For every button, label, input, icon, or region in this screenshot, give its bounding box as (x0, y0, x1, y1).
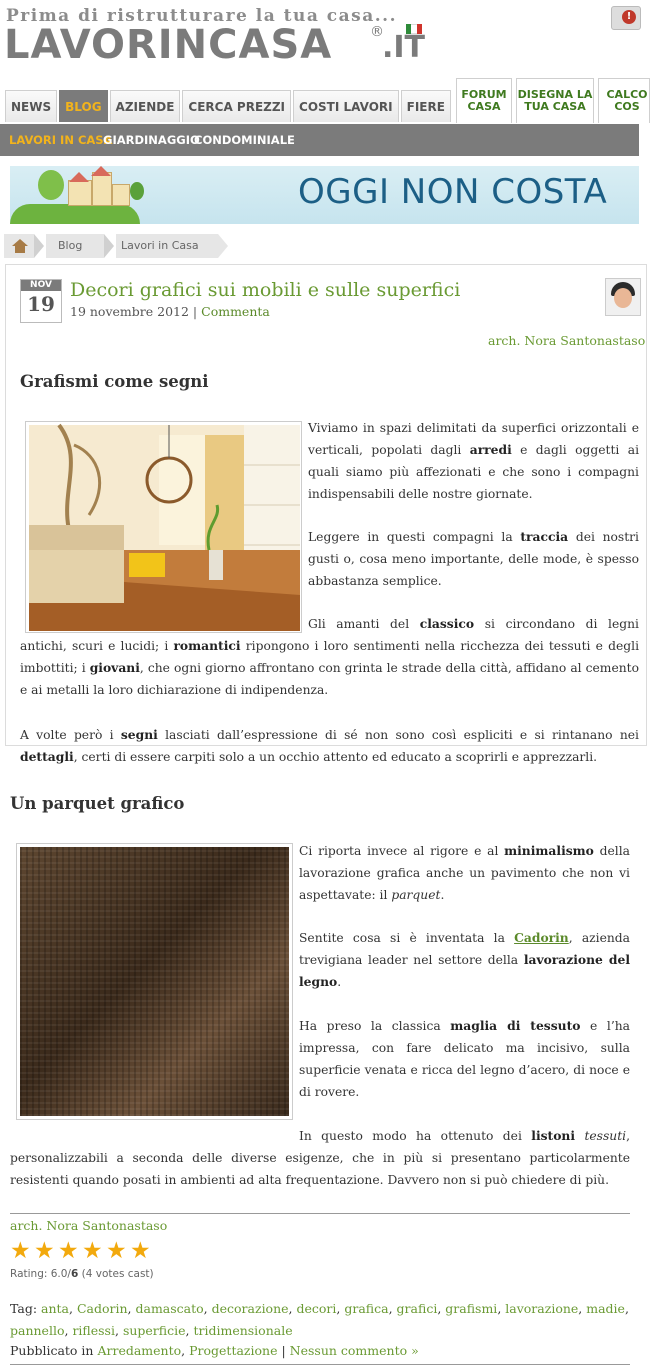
paragraph (299, 927, 630, 993)
tag-link[interactable]: decori (296, 1301, 337, 1316)
text: Sentite cosa si è inventata la (299, 931, 515, 945)
tag-link[interactable]: damascato (135, 1301, 204, 1316)
text: Leggere in questi compagni la (308, 530, 521, 544)
text: Gli amanti del (308, 617, 420, 631)
text: . (440, 888, 445, 902)
banner-roof (69, 172, 89, 182)
rating-text (10, 1268, 154, 1280)
site-header (0, 0, 639, 80)
tab-aziende[interactable]: AZIENDE (110, 90, 181, 122)
tag-link[interactable]: grafismi (445, 1301, 498, 1316)
tag-link[interactable]: tridimensionale (193, 1323, 293, 1338)
breadcrumb (4, 234, 230, 258)
bold-text: maglia di tessuto (450, 1018, 581, 1033)
tab-blog[interactable]: BLOG (59, 90, 107, 122)
post-author[interactable]: arch. Nora Santonastaso (488, 333, 646, 348)
tag-link[interactable]: lavorazione (505, 1301, 579, 1316)
divider (10, 1213, 630, 1214)
notification-button[interactable] (611, 6, 641, 30)
sub-nav (0, 124, 639, 156)
star-rating[interactable] (10, 1240, 153, 1263)
image-parquet (20, 847, 289, 1116)
cadorin-link[interactable]: Cadorin (514, 930, 569, 945)
bold-text: arredi (469, 442, 512, 457)
meta-separator: | (192, 304, 198, 319)
bold-text: classico (419, 616, 475, 631)
banner-grass (10, 204, 140, 224)
paragraph (308, 417, 639, 505)
tag-link[interactable]: madie (586, 1301, 625, 1316)
text: si circondano di legni antichi, scuri e lucidi; i (20, 617, 639, 653)
image-living-room (29, 425, 298, 629)
no-comment-link[interactable]: Nessun commento » (289, 1343, 419, 1358)
breadcrumb-blog[interactable]: Blog (46, 234, 104, 258)
star-icon[interactable]: ★ (106, 1238, 127, 1264)
paragraph (20, 724, 639, 768)
text: dei nostri gusti o, cosa meno importante, delle mode, è spesso abbastanza semplice. (308, 530, 639, 588)
article-image-parquet[interactable] (16, 843, 293, 1120)
author-avatar[interactable] (605, 278, 641, 316)
bold-text: giovani (89, 660, 140, 675)
star-icon[interactable]: ★ (82, 1238, 103, 1264)
tag-link[interactable]: anta (41, 1301, 69, 1316)
home-icon (11, 238, 29, 254)
tab-forum-casa[interactable]: FORUM CASA (456, 78, 512, 123)
banner-house (112, 184, 130, 206)
text: e l’ha impressa, con fare delicato ma incisivo, sulla superficie venata e ricca del legno d’acero, di noce e di rovere. (299, 1019, 630, 1099)
rating-max: 6 (70, 1268, 79, 1280)
rating-label: Rating: 6.0/ (10, 1268, 71, 1280)
tab-disegna-la-tua-casa[interactable]: DISEGNA LA TUA CASA (516, 78, 594, 123)
italic-text: parquet (391, 888, 441, 902)
text: A volte però i (20, 728, 121, 742)
post-meta (70, 304, 270, 319)
site-logo[interactable]: LAVORINCASA (4, 22, 333, 68)
tab-news[interactable]: NEWS (5, 90, 57, 122)
nav-right-tabs (456, 78, 650, 123)
tab-calcola-costi[interactable]: CALCO COS (598, 78, 650, 123)
site-tagline: Prima di ristrutturare la tua casa... (6, 6, 398, 26)
section-heading: Un parquet grafico (10, 794, 185, 813)
tag-link[interactable]: grafica (344, 1301, 389, 1316)
date-badge (20, 279, 62, 323)
text: e dagli oggetti ai quali siamo più affezionati e che sono i compagni indispensabili delle nostre giornate. (308, 443, 639, 501)
tab-cerca-prezzi[interactable]: CERCA PREZZI (182, 90, 291, 122)
tab-fiere[interactable]: FIERE (401, 90, 451, 122)
tag-label: Tag: (10, 1301, 42, 1316)
star-icon[interactable]: ★ (58, 1238, 79, 1264)
paragraph (10, 1125, 630, 1191)
bold-text: lavorazione del legno (299, 952, 631, 989)
banner-tree (38, 170, 64, 200)
published-label: Pubblicato in (10, 1343, 98, 1358)
banner-text: OGGI NON COSTA (298, 172, 608, 212)
breadcrumb-home[interactable] (4, 234, 34, 258)
date-day: 19 (27, 292, 55, 316)
text: lasciati dall’espressione di sé non sono così espliciti e si rintanano nei (157, 728, 639, 742)
subnav-lavori-in-casa[interactable]: LAVORI IN CASA (9, 133, 113, 147)
bold-text: segni (120, 727, 158, 742)
subnav-condominiale[interactable]: CONDOMINIALE (194, 133, 295, 147)
text: , certi di essere carpiti solo a un occhio attento ed educato a scoprirli e apprezzarli. (73, 750, 598, 764)
subnav-giardinaggio[interactable]: GIARDINAGGIO (103, 133, 200, 147)
star-icon[interactable]: ★ (130, 1238, 151, 1264)
article-image-living-room[interactable] (25, 421, 302, 633)
tag-link[interactable]: pannello (10, 1323, 65, 1338)
post-title[interactable]: Decori grafici sui mobili e sulle superfici (70, 279, 461, 301)
text: . (337, 975, 342, 989)
tag-link[interactable]: grafici (396, 1301, 438, 1316)
category-link[interactable]: Progettazione (189, 1343, 278, 1358)
ad-banner[interactable] (10, 166, 639, 224)
comment-link[interactable]: Commenta (201, 304, 270, 319)
breadcrumb-end (218, 234, 228, 258)
logo-registered-mark: ® (370, 24, 384, 40)
text: , che ogni giorno affrontano con grinta le strade della città, affidano al cemento e ai metalli la loro dichiarazione di indipendenza. (20, 661, 640, 697)
nav-tabs (5, 90, 451, 122)
italic-text: tessuti (575, 1129, 627, 1143)
star-icon[interactable]: ★ (10, 1238, 31, 1264)
banner-roof (91, 166, 111, 176)
paragraph (308, 526, 639, 592)
star-icon[interactable]: ★ (34, 1238, 55, 1264)
tag-link[interactable]: riflessi (72, 1323, 115, 1338)
tag-list: Tag: anta, Cadorin, damascato, decorazione, decori, grafica, grafici, grafismi, lavorazione, madie, pannello, riflessi, superficie, tridimensionale (10, 1301, 629, 1338)
tag-link[interactable]: Cadorin (76, 1301, 128, 1316)
breadcrumb-separator (34, 234, 44, 258)
paragraph (20, 613, 639, 701)
banner-tree (130, 182, 144, 200)
breadcrumb-separator (104, 234, 114, 258)
post-date: 19 novembre 2012 (70, 304, 189, 319)
text: , personalizzabili a seconda delle diverse esigenze, che in più si presentano particolarmente resistenti quando posati in ambienti ad alta frequentazione. Davvero non si può chiedere di più. (10, 1129, 630, 1187)
paragraph (299, 1015, 630, 1103)
date-month: NOV (21, 280, 61, 291)
banner-house (68, 180, 92, 206)
logo-tld: .IT (382, 30, 426, 65)
tag-link[interactable]: decorazione (211, 1301, 289, 1316)
bold-text: listoni (531, 1128, 576, 1143)
banner-house (92, 172, 112, 206)
main-nav (0, 78, 648, 124)
bold-text: dettagli (20, 749, 74, 764)
living-room-illustration (29, 425, 300, 631)
text: Ci riporta invece al rigore e al (299, 844, 505, 858)
bold-text: romantici (173, 638, 241, 653)
text: Ha preso la classica (299, 1019, 451, 1033)
text: , azienda trevigiana leader nel settore della (299, 931, 630, 967)
text: della lavorazione grafica anche un pavimento che non vi aspettavate: il (299, 844, 630, 902)
avatar-face (614, 288, 632, 308)
bold-text: minimalismo (504, 843, 594, 858)
section-heading: Grafismi come segni (20, 372, 209, 391)
footer-author[interactable]: arch. Nora Santonastaso (10, 1218, 168, 1233)
breadcrumb-lavori-in-casa[interactable]: Lavori in Casa (116, 234, 218, 258)
tag-link[interactable]: superficie (122, 1323, 186, 1338)
text: ripongono i loro sentimenti nella ricchezza dei tessuti e degli imbottiti; i (20, 639, 640, 675)
divider (10, 1364, 630, 1365)
text: In questo modo ha ottenuto dei (299, 1129, 532, 1143)
alert-icon: ! (622, 10, 636, 24)
tab-costi-lavori[interactable]: COSTI LAVORI (293, 90, 399, 122)
published-in: Pubblicato in Arredamento, Progettazione | Nessun commento » (10, 1343, 419, 1358)
rating-votes: (4 votes cast) (78, 1268, 154, 1280)
category-link[interactable]: Arredamento (97, 1343, 182, 1358)
paragraph (299, 840, 630, 906)
text: Viviamo in spazi delimitati da superfici orizzontali e verticali, popolati dagli (308, 421, 639, 457)
bold-text: traccia (520, 529, 569, 544)
